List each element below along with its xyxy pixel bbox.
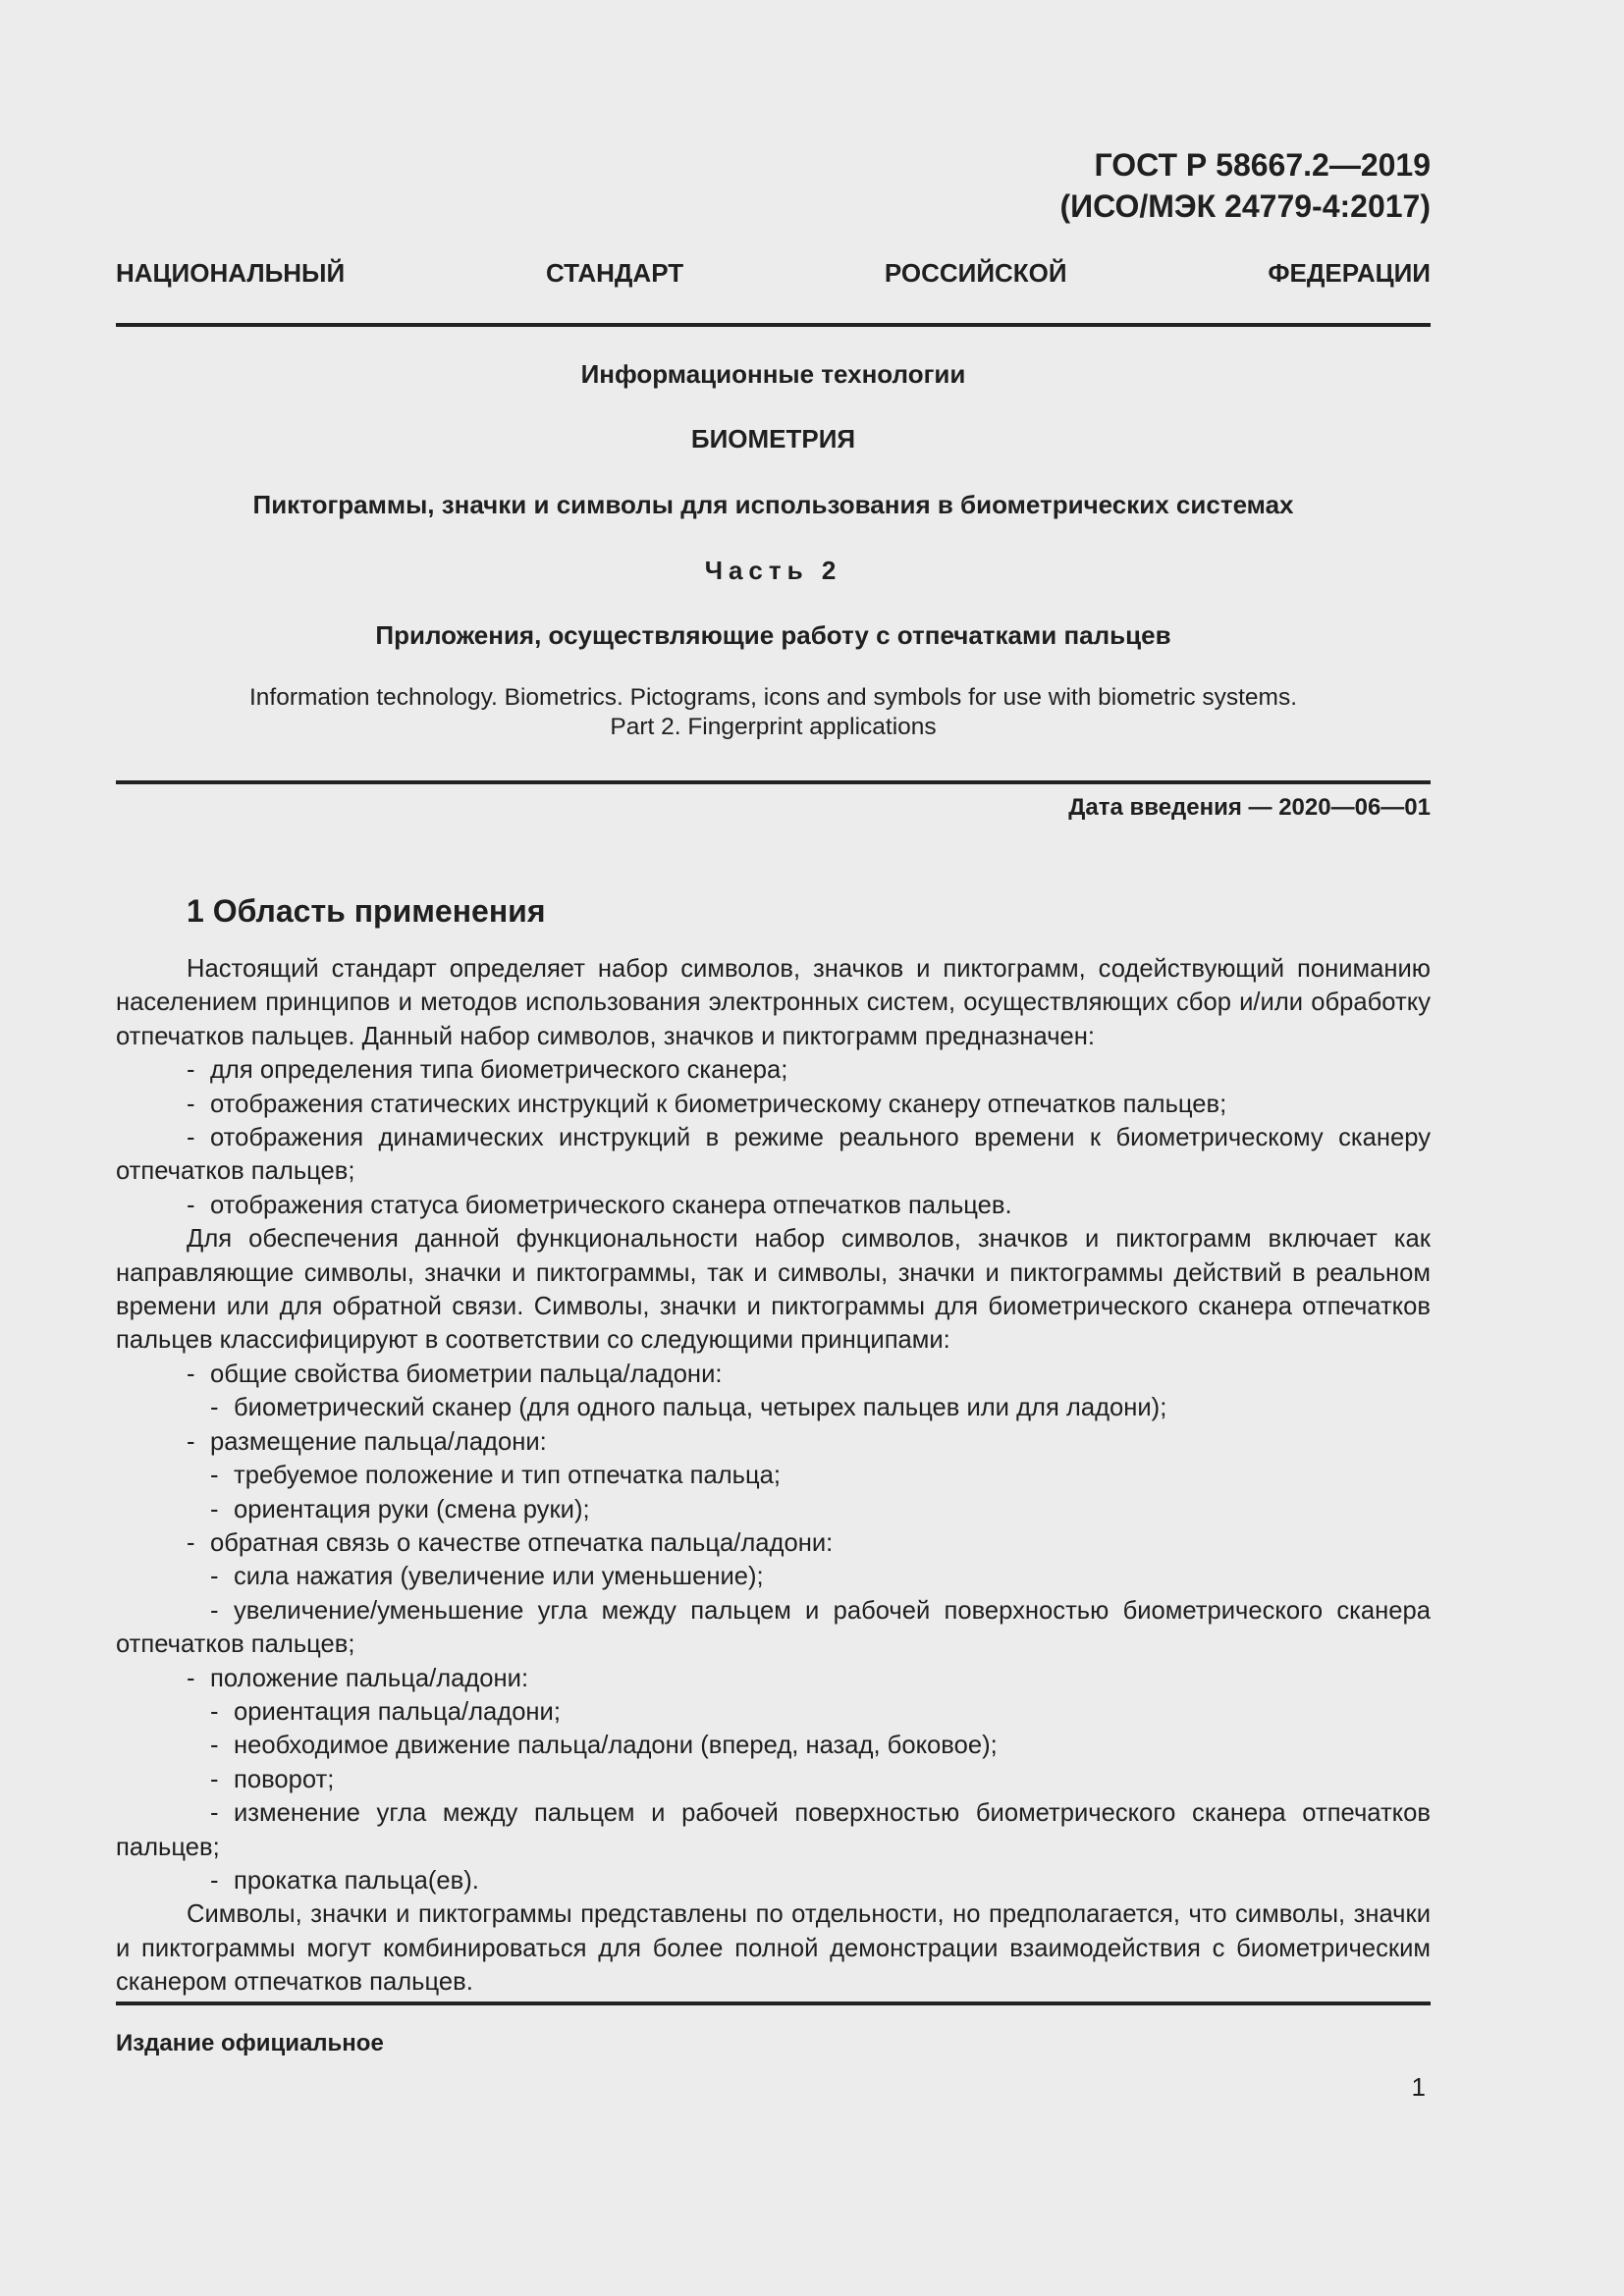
paragraph-text: обратная связь о качестве отпечатка пальца/ладони: bbox=[210, 1528, 834, 1557]
paragraph bbox=[116, 1897, 1431, 1999]
paragraph-text: ориентация пальца/ладони; bbox=[234, 1697, 561, 1726]
list-item bbox=[116, 1358, 1431, 1391]
paragraph-text: ориентация руки (смена руки); bbox=[234, 1495, 590, 1523]
list-dash: - bbox=[210, 1697, 219, 1726]
page-number: 1 bbox=[1411, 2072, 1426, 2102]
title-divider bbox=[116, 780, 1431, 784]
list-item bbox=[116, 1526, 1431, 1560]
list-item bbox=[116, 1459, 1431, 1492]
paragraph-text: требуемое положение и тип отпечатка пальца; bbox=[234, 1462, 781, 1490]
list-item bbox=[116, 1729, 1431, 1762]
title-line-5: Приложения, осуществляющие работу с отпечатками пальцев bbox=[375, 620, 1171, 650]
list-dash: - bbox=[187, 1664, 195, 1692]
paragraph-text: поворот; bbox=[234, 1765, 335, 1793]
list-dash: - bbox=[187, 1124, 195, 1152]
title-line-3: Пиктограммы, значки и символы для использования в биометрических системах bbox=[252, 490, 1294, 519]
list-dash: - bbox=[187, 1191, 195, 1219]
list-dash: - bbox=[210, 1596, 219, 1625]
list-dash: - bbox=[187, 1528, 195, 1557]
official-edition-label: Издание официальное bbox=[116, 2030, 384, 2056]
list-item bbox=[116, 1796, 1431, 1864]
banner-word: ФЕДЕРАЦИИ bbox=[1268, 258, 1431, 288]
paragraph-text: отображения статических инструкций к биометрическому сканеру отпечатков пальцев; bbox=[210, 1090, 1227, 1118]
list-dash: - bbox=[187, 1360, 195, 1388]
paragraph-text: увеличение/уменьшение угла между пальцем и рабочей поверхностью биометрического сканера отпечатков пальцев; bbox=[116, 1596, 1431, 1659]
paragraph-text: для определения типа биометрического сканера; bbox=[210, 1056, 788, 1085]
list-item bbox=[116, 1189, 1431, 1222]
list-dash: - bbox=[187, 1427, 195, 1456]
paragraph-text: отображения статуса биометрического сканера отпечатков пальцев. bbox=[210, 1191, 1012, 1219]
paragraph-text: Символы, значки и пиктограммы представлены по отдельности, но предполагается, что символы, значки и пиктограммы могут комбинироваться для более полной демонстрации взаимодействия с биометрическим сканером отпечатков пальцев. bbox=[116, 1900, 1431, 1997]
footer-divider bbox=[116, 2002, 1431, 2005]
title-line-1: Информационные технологии bbox=[580, 359, 966, 389]
paragraph-text: Для обеспечения данной функциональности набор символов, значков и пиктограмм включает как направляющие символы, значки и пиктограммы, так и символы, значки и пиктограммы действий в реальном времени или для обратной связи. Символы, значки и пиктограммы для биометрического сканера отпечатков пальцев классифицируют в соответствии со следующими принципами: bbox=[116, 1225, 1431, 1355]
list-item bbox=[116, 1560, 1431, 1593]
list-dash: - bbox=[210, 1563, 219, 1591]
list-dash: - bbox=[210, 1765, 219, 1793]
list-dash: - bbox=[210, 1394, 219, 1422]
banner-word: РОССИЙСКОЙ bbox=[884, 258, 1067, 288]
paragraph bbox=[116, 952, 1431, 1053]
top-divider bbox=[116, 323, 1431, 327]
list-item bbox=[116, 1088, 1431, 1121]
list-item bbox=[116, 1594, 1431, 1662]
iso-reference: (ИСО/МЭК 24779-4:2017) bbox=[1059, 188, 1431, 224]
list-item bbox=[116, 1425, 1431, 1459]
list-dash: - bbox=[210, 1866, 219, 1895]
introduction-date: Дата введения — 2020—06—01 bbox=[1068, 794, 1431, 821]
list-item bbox=[116, 1695, 1431, 1729]
list-item bbox=[116, 1121, 1431, 1189]
section-body bbox=[116, 952, 1431, 2000]
paragraph-text: сила нажатия (увеличение или уменьшение); bbox=[234, 1563, 764, 1591]
paragraph-text: прокатка пальца(ев). bbox=[234, 1866, 479, 1895]
list-dash: - bbox=[210, 1462, 219, 1490]
list-item bbox=[116, 1493, 1431, 1526]
part-label: Часть 2 bbox=[704, 556, 842, 585]
list-dash: - bbox=[210, 1495, 219, 1523]
paragraph bbox=[116, 1222, 1431, 1358]
english-title-line-2: Part 2. Fingerprint applications bbox=[610, 714, 937, 740]
paragraph-text: общие свойства биометрии пальца/ладони: bbox=[210, 1360, 723, 1388]
title-line-2: БИОМЕТРИЯ bbox=[690, 424, 856, 454]
list-dash: - bbox=[187, 1056, 195, 1085]
banner-word: НАЦИОНАЛЬНЫЙ bbox=[116, 258, 346, 288]
list-dash: - bbox=[210, 1732, 219, 1760]
section-heading: 1 Область применения bbox=[187, 893, 546, 929]
paragraph-text: изменение угла между пальцем и рабочей поверхностью биометрического сканера отпечатков пальцев; bbox=[116, 1799, 1431, 1861]
standard-code: ГОСТ Р 58667.2—2019 bbox=[1094, 147, 1431, 183]
banner-word: СТАНДАРТ bbox=[545, 258, 684, 288]
paragraph-text: размещение пальца/ладони: bbox=[210, 1427, 547, 1456]
list-item bbox=[116, 1391, 1431, 1424]
english-title-line-1: Information technology. Biometrics. Pictograms, icons and symbols for use with biometric systems. bbox=[248, 684, 1298, 711]
list-dash: - bbox=[187, 1090, 195, 1118]
paragraph-text: положение пальца/ладони: bbox=[210, 1664, 529, 1692]
paragraph-text: необходимое движение пальца/ладони (вперед, назад, боковое); bbox=[234, 1732, 998, 1760]
national-standard-banner bbox=[116, 255, 1431, 291]
list-item bbox=[116, 1864, 1431, 1897]
list-dash: - bbox=[210, 1799, 219, 1828]
paragraph-text: отображения динамических инструкций в режиме реального времени к биометрическому сканеру отпечатков пальцев; bbox=[116, 1124, 1431, 1186]
list-item bbox=[116, 1763, 1431, 1796]
list-item bbox=[116, 1053, 1431, 1087]
paragraph-text: Настоящий стандарт определяет набор символов, значков и пиктограмм, содействующий пониманию населением принципов и методов использования электронных систем, осуществляющих сбор и/или обработку отпечатков пальцев. Данный набор символов, значков и пиктограмм предназначен: bbox=[116, 955, 1431, 1050]
paragraph-text: биометрический сканер (для одного пальца, четырех пальцев или для ладони); bbox=[234, 1394, 1167, 1422]
list-item bbox=[116, 1662, 1431, 1695]
